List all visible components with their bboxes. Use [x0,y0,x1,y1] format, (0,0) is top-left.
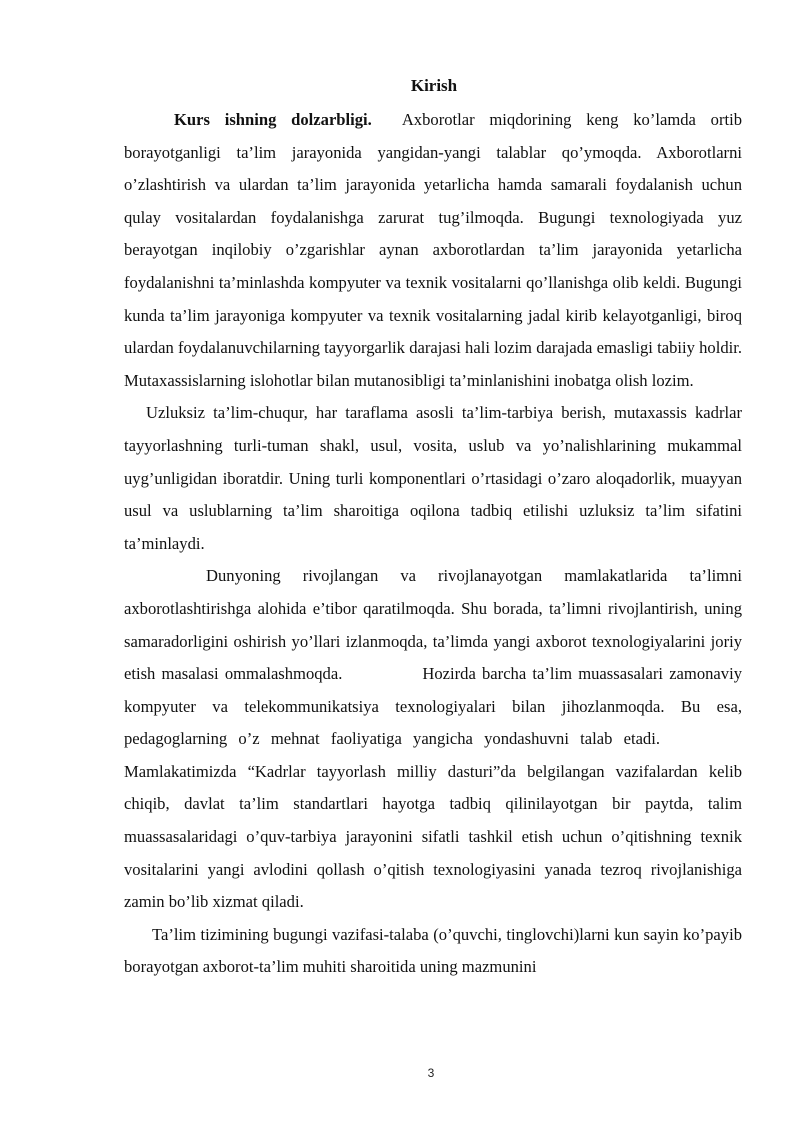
paragraph-text: Hozirda barcha ta’lim muassasalari zamonaviy kompyuter va telekommunikatsiya texnologiyalari bilan jihozlanmoqda. Bu esa, pedagoglarning o’z mehnat faoliyatiga yangicha yondashuvni talab etadi. [124,664,742,749]
paragraph-text: Uzluksiz ta’lim-chuqur, har taraflama asosli ta’lim-tarbiya berish, mutaxassis kadrlar tayyorlashning turli-tuman shakl, usul, vosita, uslub va yo’nalishlarining mukammal uyg’unligidan iboratdir. Uning turli komponentlari o’rtasidagi o’zaro aloqadorlik, muayyan usul va uslublarning ta’lim sharoitiga oqilona tadbiq etilishi uzluksiz ta’lim sifatini ta’minlaydi. [124,403,742,553]
paragraph-education-system [124,919,742,984]
paragraph-text: Mamlakatimizda “Kadrlar tayyorlash milliy dasturi”da belgilangan vazifalardan kelib chiqib, davlat ta’lim standartlari hayotga tadbiq qilinilayotgan bir paytda, talim muassasalaridagi o’quv-tarbiya jarayonini sifatli tashkil etish uchun o’qitishning texnik vositalarini yangi avlodini qollash o’qitish texnologiyasini yanada tezroq rivojlanishiga zamin bo’lib xizmat qiladi. [124,761,742,912]
page-number: 3 [427,1066,435,1080]
paragraph-relevance [124,104,742,397]
paragraph-text: Dunyoning rivojlangan va rivojlanayotgan mamlakatlarida ta’limni axborotlashtirishga alohida e’tibor qaratilmoqda. Shu borada, ta’limni rivojlantirish, uning samaradorligini oshirish yo’llari izlanmoqda, ta’limda yangi axborot texnologiyalarini joriy etish masalasi ommalashmoqda. [124,566,742,684]
paragraph-continuous-education [124,397,742,560]
section-heading: Kirish [410,76,458,95]
paragraph-text: Ta’lim tizimining bugungi vazifasi-talaba (o’quvchi, tinglovchi)larni kun sayin ko’payib borayotgan axborot-ta’lim muhiti sharoitida uning mazmunini [124,924,742,977]
paragraph-world-countries [124,560,742,919]
relevance-label: Kurs ishning dolzarbligi. [174,110,372,129]
document-body [124,104,742,984]
paragraph-text: Axborotlar miqdorining keng ko’lamda ortib borayotganligi ta’lim jarayonida yangidan-yangi talablar qo’ymoqda. Axborotlarni o’zlashtirish va ulardan ta’lim jarayonida yetarlicha hamda samarali foydalanish uchun qulay vositalardan foydalanishga zarurat tug’ilmoqda. Bugungi texnologiyada yuz berayotgan inqilobiy o’zgarishlar aynan axborotlardan ta’lim jarayonida yetarlicha foydalanishni ta’minlashda kompyuter va texnik vositalarni qo’llanishga olib keldi. Bugungi kunda ta’lim jarayoniga kompyuter va texnik vositalarning jadal kirib kelayotganligi, biroq ulardan foydalanuvchilarning tayyorgarlik darajasi hali lozim darajada emasligi tabiiy holdir. Mutaxassislarning islohotlar bilan mutanosibligi ta’minlanishini inobatga olish lozim. [124,110,742,390]
